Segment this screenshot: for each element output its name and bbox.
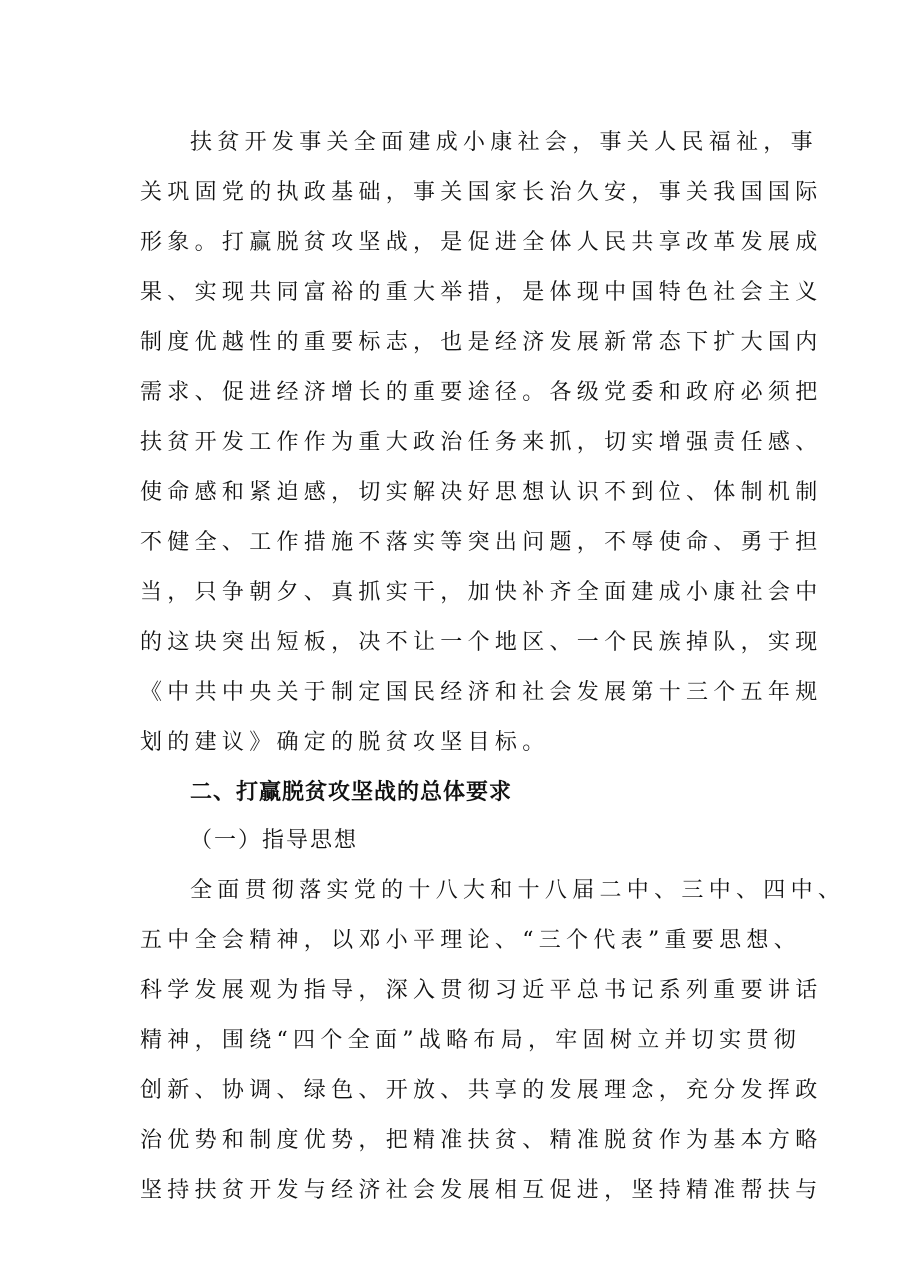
paragraph-line: 扶贫开发事关全面建成小康社会，事关人民福祉，事 xyxy=(190,130,818,155)
paragraph-line: 制度优越性的重要标志，也是经济发展新常态下扩大国内 xyxy=(140,330,823,355)
paragraph-line: 需求、促进经济增长的重要途径。各级党委和政府必须把 xyxy=(140,380,823,405)
subsection-heading: （一）指导思想 xyxy=(190,828,359,853)
paragraph-line: 扶贫开发工作作为重大政治任务来抓，切实增强责任感、 xyxy=(140,430,823,455)
paragraph-line: 治优势和制度优势，把精准扶贫、精准脱贫作为基本方略 xyxy=(140,1128,823,1153)
paragraph-line: 精神，围绕“四个全面”战略布局，牢固树立并切实贯彻 xyxy=(140,1028,801,1053)
paragraph-line: 当，只争朝夕、真抓实干，加快补齐全面建成小康社会中 xyxy=(140,580,823,605)
paragraph-line: 不健全、工作措施不落实等突出问题，不辱使命、勇于担 xyxy=(140,530,823,555)
paragraph-line: 使命感和紧迫感，切实解决好思想认识不到位、体制机制 xyxy=(140,480,823,505)
paragraph-line: 形象。打赢脱贫攻坚战，是促进全体人民共享改革发展成 xyxy=(140,230,823,255)
paragraph-line: 五中全会精神，以邓小平理论、“三个代表”重要思想、 xyxy=(140,928,801,953)
section-heading: 二、打赢脱贫攻坚战的总体要求 xyxy=(190,780,513,805)
paragraph-line: 果、实现共同富裕的重大举措，是体现中国特色社会主义 xyxy=(140,280,823,305)
paragraph-line: 坚持扶贫开发与经济社会发展相互促进，坚持精准帮扶与 xyxy=(140,1178,823,1203)
paragraph-line: 的这块突出短板，决不让一个地区、一个民族掉队，实现 xyxy=(140,630,823,655)
paragraph-line: 创新、协调、绿色、开放、共享的发展理念，充分发挥政 xyxy=(140,1078,823,1103)
paragraph-line: 《中共中央关于制定国民经济和社会发展第十三个五年规 xyxy=(140,680,823,705)
paragraph-line: 划的建议》确定的脱贫攻坚目标。 xyxy=(140,730,550,755)
paragraph-line: 全面贯彻落实党的十八大和十八届二中、三中、四中、 xyxy=(190,878,846,903)
paragraph-line: 科学发展观为指导，深入贯彻习近平总书记系列重要讲话 xyxy=(140,978,823,1003)
paragraph-line: 关巩固党的执政基础，事关国家长治久安，事关我国国际 xyxy=(140,180,823,205)
